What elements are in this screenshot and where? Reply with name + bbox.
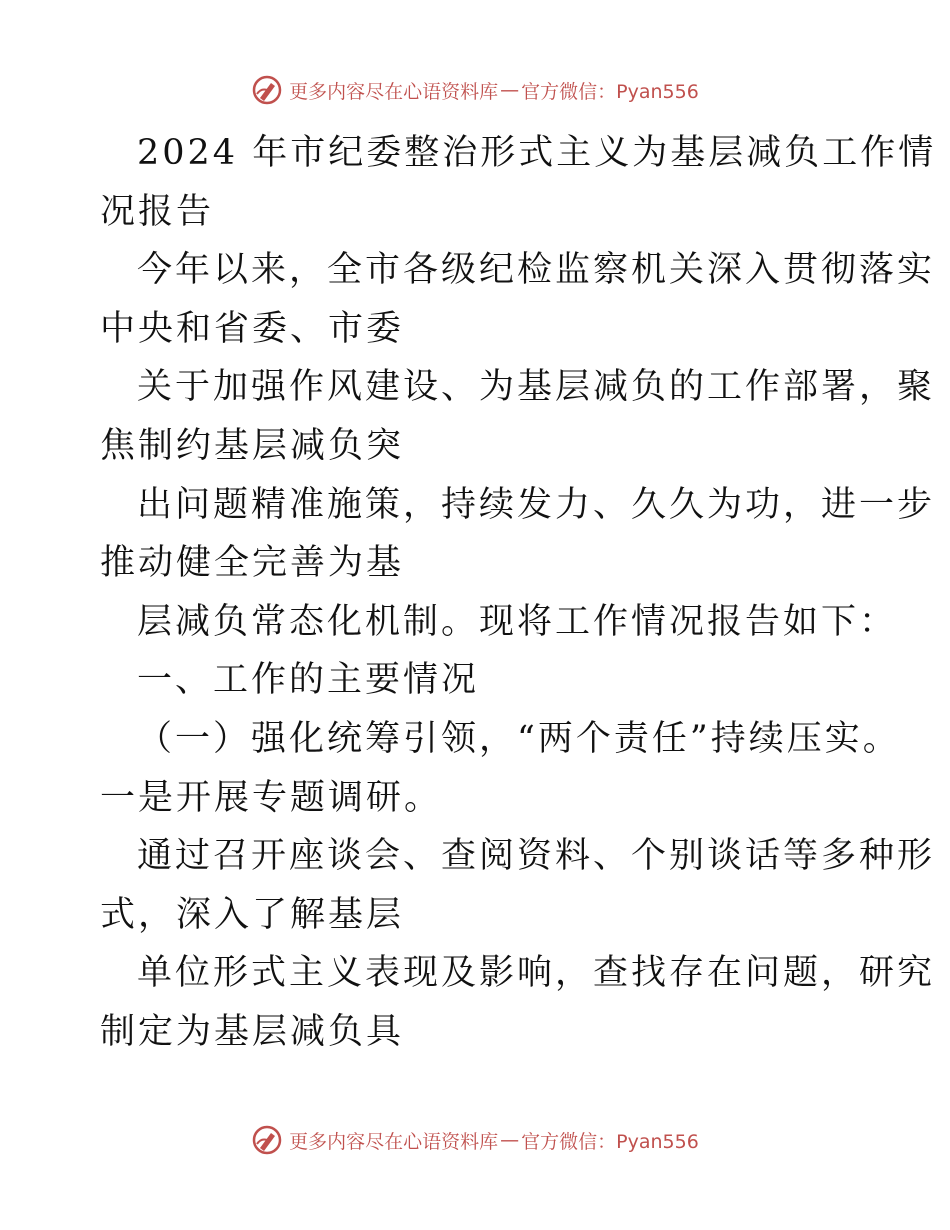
doc-line: 今年以来，全市各级纪检监察机关深入贯彻落实 bbox=[137, 250, 936, 291]
header-banner bbox=[0, 70, 950, 110]
document-body bbox=[100, 124, 937, 1062]
doc-line: 制定为基层减负具 bbox=[100, 1011, 405, 1052]
footer-banner bbox=[0, 1120, 950, 1160]
pen-nib-logo-icon bbox=[251, 1124, 283, 1156]
banner-separator: — bbox=[500, 79, 520, 101]
pen-nib-logo-icon bbox=[251, 74, 283, 106]
doc-line: 一是开展专题调研。 bbox=[100, 777, 443, 818]
doc-line: 推动健全完善为基 bbox=[100, 543, 405, 584]
banner-separator: — bbox=[500, 1129, 520, 1151]
banner-text: 更多内容尽在心语资料库 bbox=[289, 80, 499, 103]
doc-line: 通过召开座谈会、查阅资料、个别谈话等多种形 bbox=[137, 836, 936, 877]
banner-text: 更多内容尽在心语资料库 bbox=[289, 1130, 499, 1153]
subsection-heading: （一）强化统筹引领，“两个责任”持续压实。 bbox=[137, 718, 901, 759]
doc-line: 层减负常态化机制。现将工作情况报告如下： bbox=[137, 601, 898, 642]
doc-line: 况报告 bbox=[100, 191, 215, 232]
doc-line: 2024 年市纪委整治形式主义为基层减负工作情 bbox=[137, 133, 937, 173]
doc-line: 中央和省委、市委 bbox=[100, 308, 405, 349]
doc-line: 关于加强作风建设、为基层减负的工作部署，聚 bbox=[137, 367, 936, 408]
doc-line: 出问题精准施策，持续发力、久久为功，进一步 bbox=[137, 484, 936, 525]
doc-line: 单位形式主义表现及影响，查找存在问题，研究 bbox=[137, 953, 936, 994]
doc-line: 焦制约基层减负突 bbox=[100, 425, 405, 466]
banner-wechat: 官方微信：Pyan556 bbox=[521, 1130, 699, 1153]
banner-wechat: 官方微信：Pyan556 bbox=[521, 80, 699, 103]
section-heading: 一、工作的主要情况 bbox=[137, 660, 480, 701]
doc-line: 式，深入了解基层 bbox=[100, 894, 405, 935]
